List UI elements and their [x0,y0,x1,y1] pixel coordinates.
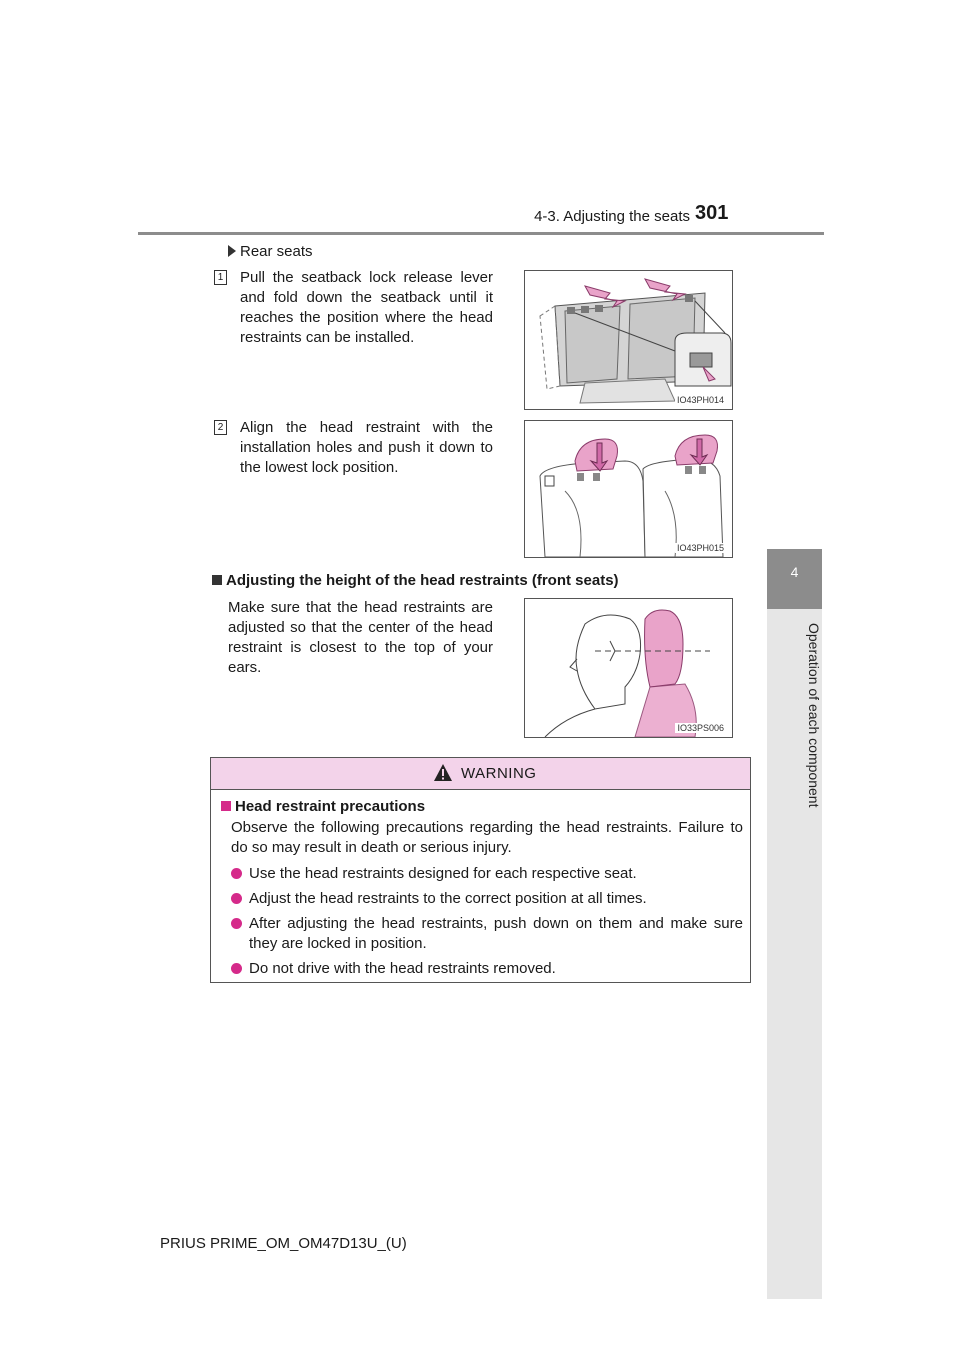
rear-seats-heading [228,243,313,260]
warning-heading [221,798,743,815]
warning-header [211,758,750,790]
bullet-dot-icon [231,918,242,929]
adjust-height-text: Make sure that the head restraints are adjusted so that the center of the head restraint is closest to the top of your ears. [228,599,493,676]
warning-item-text: Use the head restraints designed for each respective seat. [249,865,637,882]
warning-intro: Observe the following precautions regarding the head restraints. Failure to do so may result in death or serious injury. [231,819,743,856]
figure-code: IO33PS006 [677,723,724,733]
square-bullet-icon [221,801,231,811]
figure-install-head-restraint [524,420,733,558]
warning-heading-text: Head restraint precautions [235,798,426,815]
head-height-illustration [525,599,732,737]
square-bullet-icon [212,575,222,585]
footer-document-id: PRIUS PRIME_OM_OM47D13U_(U) [160,1235,407,1252]
warning-triangle-icon [433,763,453,783]
figure-fold-seatback [524,270,733,410]
step-1-badge: 1 [214,270,227,285]
warning-title: WARNING [461,765,537,782]
section-title: 4-3. Adjusting the seats [534,208,690,225]
warning-box [210,757,751,983]
side-tab-label: Operation of each component [806,622,822,808]
seatback-illustration [525,271,732,409]
head-restraint-install-illustration [525,421,732,557]
triangle-bullet-icon [228,245,236,257]
warning-item [231,914,743,954]
step-1-text: Pull the seatback lock release lever and fold down the seatback until it reaches the position where the head restraints can be installed. [240,269,493,346]
bullet-dot-icon [231,963,242,974]
warning-item [231,889,743,909]
side-tab-number: 4 [790,564,799,580]
warning-item-text: After adjusting the head restraints, push down on them and make sure they are locked in position. [249,915,743,952]
step-2-text: Align the head restraint with the installation holes and push it down to the lowest lock position. [240,419,493,476]
warning-item [231,864,743,884]
step-2-badge: 2 [214,420,227,435]
warning-item-text: Adjust the head restraints to the correct position at all times. [249,890,647,907]
bullet-dot-icon [231,868,242,879]
warning-content [221,798,743,984]
page-number: 301 [695,202,729,224]
header-divider [138,232,824,235]
adjust-height-heading [212,572,619,589]
adjust-height-heading-text: Adjusting the height of the head restraints (front seats) [226,572,619,589]
warning-item-text: Do not drive with the head restraints removed. [249,960,556,977]
figure-code: IO43PH015 [676,543,724,553]
figure-code: IO43PH014 [676,395,724,405]
rear-seats-heading-text: Rear seats [240,243,313,260]
warning-item [231,959,743,979]
bullet-dot-icon [231,893,242,904]
figure-head-restraint-height [524,598,733,738]
